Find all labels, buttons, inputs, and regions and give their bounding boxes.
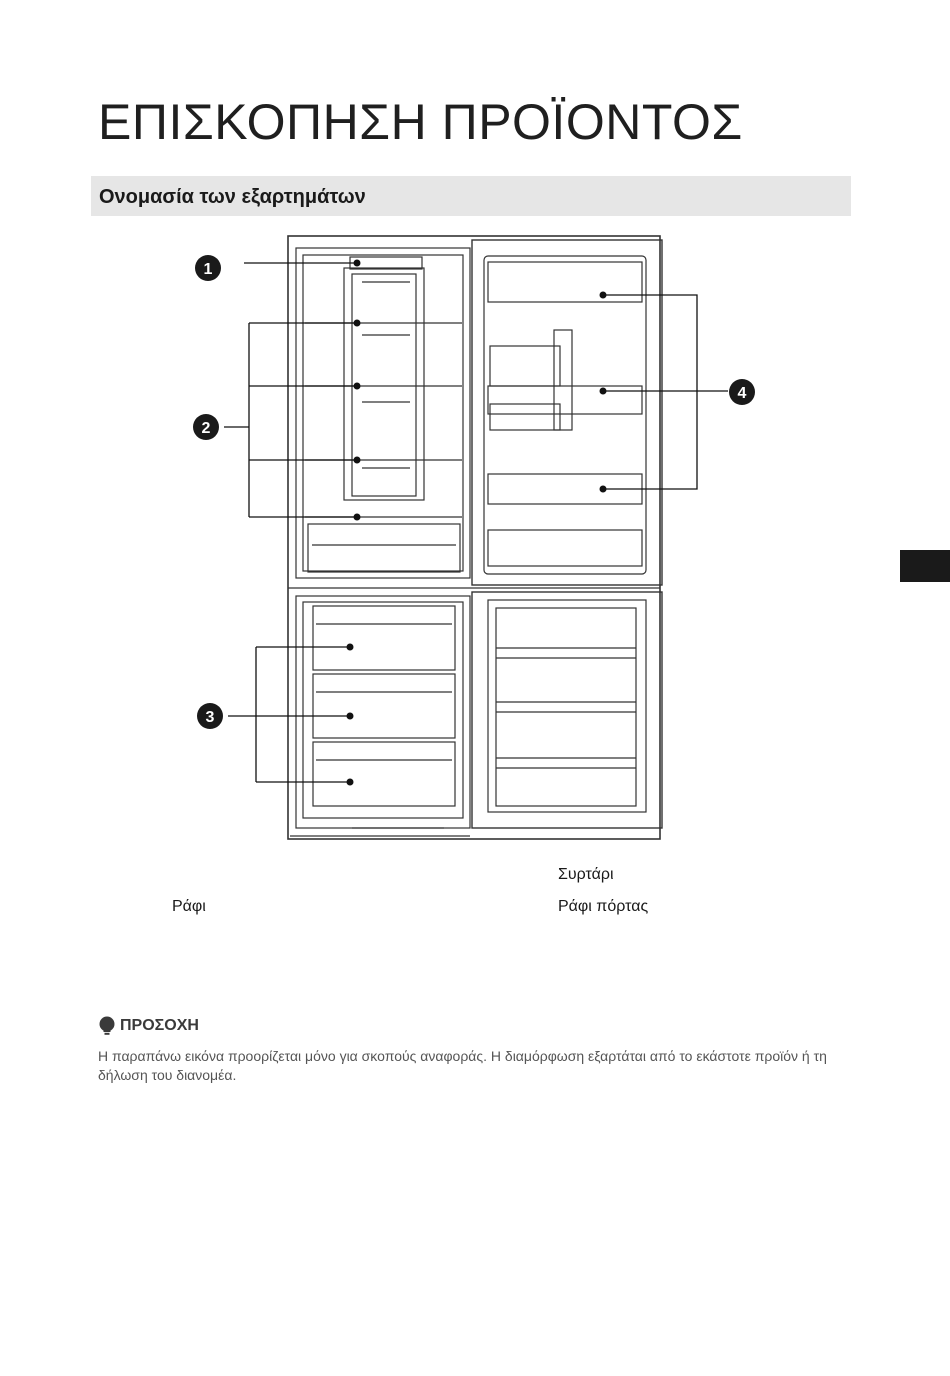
caution-text: Η παραπάνω εικόνα προορίζεται μόνο για σκοπούς αναφοράς. Η διαμόρφωση εξαρτάται από το εκάστοτε προϊόν ή τη δήλωση του διανομέα. (98, 1048, 827, 1083)
callout-1 (195, 255, 221, 281)
callout-3 (197, 703, 223, 729)
svg-text:2: 2 (201, 420, 211, 437)
lightbulb-icon (98, 1016, 116, 1036)
door-shelf-label: Ράφι πόρτας (558, 898, 649, 915)
callout-4 (729, 379, 755, 405)
drawer-label: Συρτάρι (558, 866, 614, 883)
caution-header (98, 1016, 199, 1036)
callout-2 (193, 414, 219, 440)
caution-title: ΠΡΟΣΟΧΗ (120, 1017, 199, 1034)
svg-text:4: 4 (737, 385, 747, 402)
svg-text:1: 1 (203, 261, 213, 278)
page-title: ΕΠΙΣΚΟΠΗΣΗ ΠΡΟΪΟΝΤΟΣ (98, 94, 743, 150)
svg-text:3: 3 (205, 709, 215, 726)
shelf-label: Ράφι (172, 898, 206, 915)
section-title: Ονομασία των εξαρτημάτων (99, 186, 366, 208)
